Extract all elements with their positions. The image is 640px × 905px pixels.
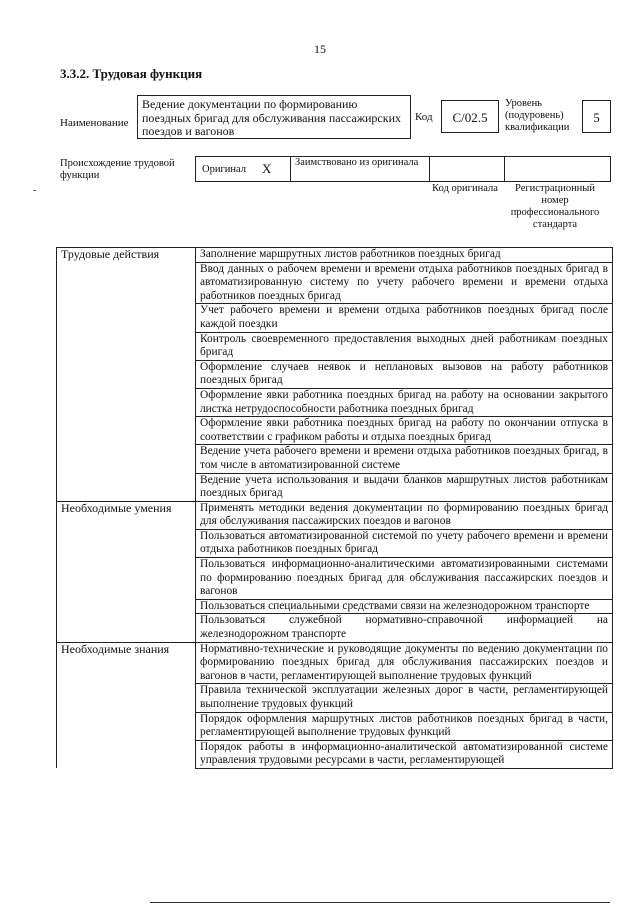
section-item: Правила технической эксплуатации железных дорог в части, регламентирующей выполнение трудовых функций — [196, 684, 613, 712]
section-item: Пользоваться специальными средствами связи на железнодорожном транспорте — [196, 599, 613, 614]
borrowed-label: Заимствовано из оригинала — [295, 157, 419, 168]
section-item: Оформление явки работника поездных бригад на работу по окончании отпуска в соответствии с графиком работы и отдыха поездных бригад — [196, 417, 613, 445]
section-item: Ввод данных о рабочем времени и времени отдыха работников поездных бригад в автоматизированную систему по учету рабочего времени и времени отдыха работников поездных бригад — [196, 262, 613, 304]
code-orig-label: Код оригинала — [432, 183, 498, 194]
original-label: Оригинал — [202, 164, 246, 175]
section-item: Учет рабочего времени и времени отдыха работников поездных бригад после каждой поездки — [196, 304, 613, 332]
table-row — [57, 501, 613, 529]
section-label: Необходимые умения — [57, 501, 196, 642]
section-label: Трудовые действия — [57, 248, 196, 502]
table-row — [57, 248, 613, 263]
section-item: Контроль своевременного предоставления выходных дней работникам поездных бригад — [196, 332, 613, 360]
section-item: Нормативно-технические и руководящие документы по ведению документации по формированию поездных бригад для обслуживания пассажирских поездов и вагонов в части, регламентирующей выполнение трудовых функций — [196, 642, 613, 684]
code-box — [441, 100, 499, 133]
level-value: 5 — [593, 110, 600, 125]
table-row — [57, 642, 613, 684]
code-value: С/02.5 — [452, 110, 488, 125]
section-item: Ведение учета использования и выдачи бланков маршрутных листов работникам поездных бригад — [196, 473, 613, 501]
section-item: Применять методики ведения документации по формированию поездных бригад для обслуживания пассажирских поездов и вагонов — [196, 501, 613, 529]
section-item: Порядок работы в информационно-аналитической автоматизированной системе управления трудовыми ресурсами в части, регламентирующей — [196, 740, 613, 768]
section-item: Оформление явки работника поездных бригад на работу на основании закрытого листка нетрудоспособности работника поездных бригад — [196, 388, 613, 416]
original-mark: Х — [262, 161, 272, 176]
reg-number-label: Регистрационный номер профессионального стандарта — [510, 183, 600, 230]
code-orig-cell — [430, 157, 505, 181]
section-item: Пользоваться служебной нормативно-справочной информацией на железнодорожном транспорте — [196, 614, 613, 642]
name-label: Наименование — [60, 117, 129, 129]
section-label: Необходимые знания — [57, 642, 196, 768]
borrowed-cell — [291, 157, 430, 181]
function-name: Ведение документации по формированию поездных бригад для обслуживания пассажирских поездов и вагонов — [142, 97, 401, 138]
page-number: 15 — [314, 42, 326, 56]
origin-label: Происхождение трудовой функции — [60, 158, 175, 181]
original-cell — [196, 157, 291, 181]
section-item: Ведение учета рабочего времени и времени отдыха работников поездных бригад, в том числе в автоматизированной системе — [196, 445, 613, 473]
bottom-rule — [150, 902, 610, 903]
function-name-box — [137, 95, 411, 139]
functions-table — [56, 247, 613, 769]
section-item: Заполнение маршрутных листов работников поездных бригад — [196, 248, 613, 263]
section-title: 3.3.2. Трудовая функция — [60, 66, 203, 81]
code-label: Код — [415, 111, 433, 123]
level-box — [582, 100, 611, 133]
level-label: Уровень (подуровень) квалификации — [505, 98, 570, 133]
section-item: Порядок оформления маршрутных листов работников поездных бригад в части, регламентирующей выполнение трудовых функций — [196, 712, 613, 740]
section-item: Пользоваться автоматизированной системой по учету рабочего времени и времени отдыха работников поездных бригад — [196, 529, 613, 557]
margin-mark: - — [33, 185, 37, 196]
section-item: Оформление случаев неявок и неплановых вызовов на работу работников поездных бригад — [196, 360, 613, 388]
origin-row — [195, 156, 611, 182]
section-item: Пользоваться информационно-аналитическими автоматизированными системами по формированию поездных бригад для обслуживания пассажирских поездов и вагонов — [196, 558, 613, 600]
